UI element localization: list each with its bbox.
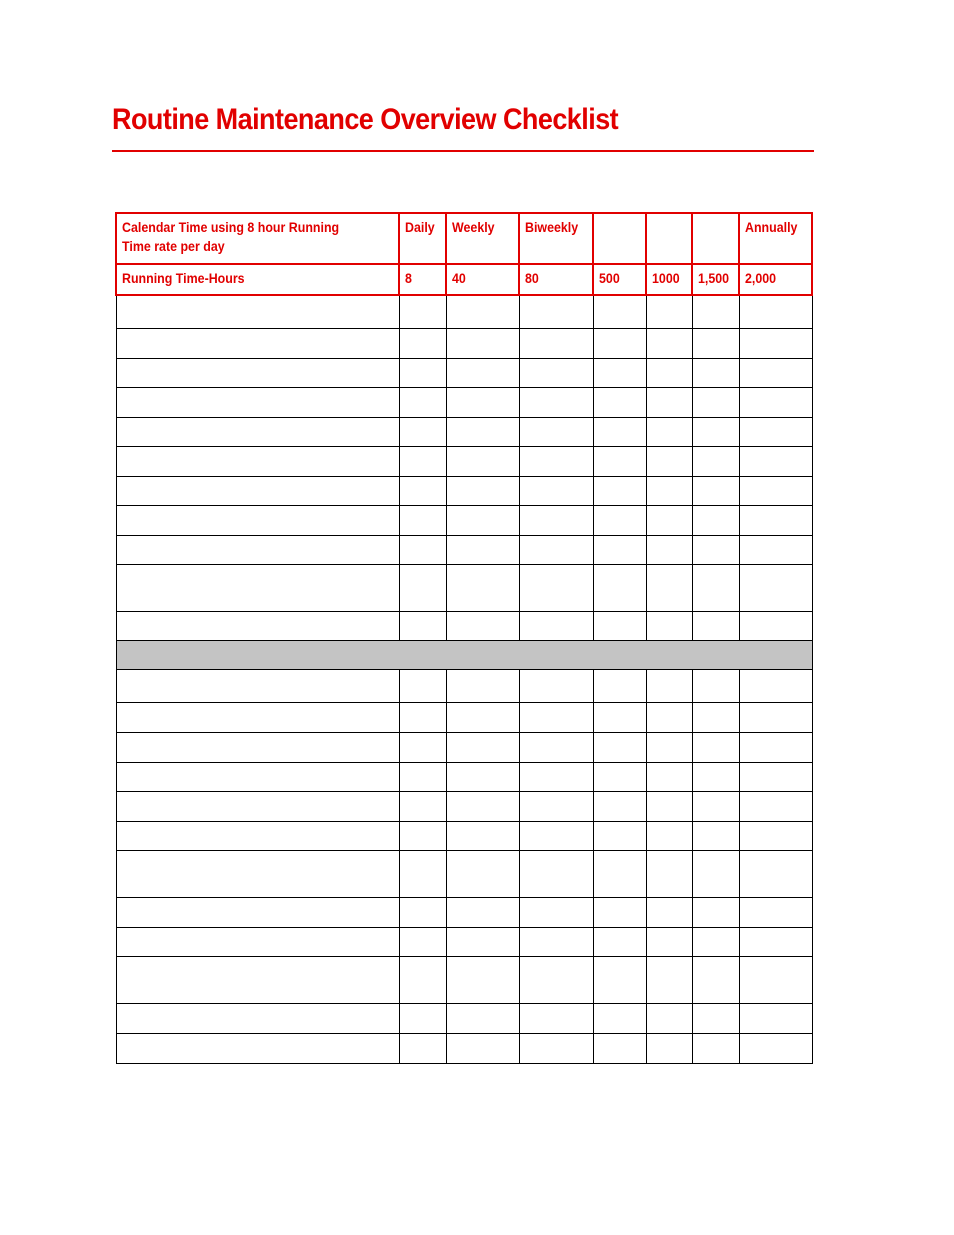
check-cell [446,476,519,505]
check-cell [692,611,739,640]
check-cell [593,762,646,791]
check-cell [399,702,446,732]
check-cell [739,535,812,564]
check-cell [399,956,446,1003]
check-cell [692,956,739,1003]
check-cell [739,821,812,850]
check-cell [519,669,593,702]
check-cell [646,476,692,505]
check-cell [739,417,812,446]
check-cell [739,927,812,956]
check-cell [593,732,646,762]
check-cell [692,1033,739,1063]
check-cell [446,446,519,476]
checklist-row [116,611,812,640]
check-cell [692,417,739,446]
checklist-row [116,328,812,358]
check-cell [446,791,519,821]
check-cell [399,535,446,564]
check-cell [399,611,446,640]
check-cell [739,476,812,505]
task-cell [116,1003,399,1033]
checklist-row [116,669,812,702]
check-cell [519,897,593,927]
check-cell [646,732,692,762]
header-label-running-time-hours: Running Time-Hours [122,271,245,286]
checklist-row [116,897,812,927]
check-cell [446,732,519,762]
check-cell [446,1033,519,1063]
header-cell [646,213,692,264]
check-cell [446,956,519,1003]
check-cell [446,358,519,387]
check-cell [446,535,519,564]
task-cell [116,702,399,732]
task-cell [116,387,399,417]
check-cell [519,417,593,446]
check-cell [519,505,593,535]
header-label-daily: Daily [405,220,435,235]
header-cell [399,213,446,264]
check-cell [739,702,812,732]
check-cell [646,387,692,417]
check-cell [692,1003,739,1033]
section-divider-row [116,640,812,669]
check-cell [446,611,519,640]
checklist-row [116,702,812,732]
check-cell [692,850,739,897]
check-cell [399,387,446,417]
header-label-calendar-time: Calendar Time using 8 hour Running Time rate per day [122,220,340,254]
check-cell [446,564,519,611]
check-cell [446,702,519,732]
checklist-row [116,535,812,564]
hours-500: 500 [599,271,620,286]
check-cell [519,295,593,328]
check-cell [446,821,519,850]
check-cell [739,956,812,1003]
check-cell [399,669,446,702]
task-cell [116,358,399,387]
check-cell [593,446,646,476]
check-cell [593,1033,646,1063]
hours-2000: 2,000 [745,271,777,286]
check-cell [739,505,812,535]
check-cell [692,732,739,762]
check-cell [446,669,519,702]
title-divider [112,150,814,152]
header-row-calendar [116,213,812,264]
check-cell [399,821,446,850]
checklist-row [116,564,812,611]
check-cell [446,505,519,535]
check-cell [593,358,646,387]
checklist-row [116,295,812,328]
check-cell [446,387,519,417]
check-cell [519,1003,593,1033]
header-cell [446,213,519,264]
check-cell [646,535,692,564]
check-cell [646,328,692,358]
check-cell [399,295,446,328]
check-cell [399,446,446,476]
check-cell [646,821,692,850]
check-cell [399,897,446,927]
task-cell [116,564,399,611]
check-cell [692,387,739,417]
checklist-row [116,1033,812,1063]
check-cell [739,564,812,611]
check-cell [692,897,739,927]
check-cell [739,669,812,702]
check-cell [446,897,519,927]
check-cell [646,564,692,611]
check-cell [446,1003,519,1033]
check-cell [399,476,446,505]
hours-daily: 8 [405,271,412,286]
check-cell [446,295,519,328]
task-cell [116,446,399,476]
check-cell [519,564,593,611]
hours-1500: 1,500 [698,271,730,286]
task-cell [116,732,399,762]
page-title: Routine Maintenance Overview Checklist [112,103,619,136]
check-cell [739,358,812,387]
check-cell [519,446,593,476]
checklist-row [116,446,812,476]
check-cell [519,956,593,1003]
task-cell [116,476,399,505]
check-cell [739,387,812,417]
check-cell [399,762,446,791]
check-cell [593,702,646,732]
check-cell [739,328,812,358]
check-cell [646,850,692,897]
checklist-row [116,732,812,762]
check-cell [739,611,812,640]
check-cell [692,702,739,732]
task-cell [116,417,399,446]
check-cell [646,1033,692,1063]
check-cell [692,762,739,791]
check-cell [692,927,739,956]
check-cell [593,505,646,535]
header-label-weekly: Weekly [452,220,495,235]
check-cell [692,328,739,358]
check-cell [739,1033,812,1063]
check-cell [646,295,692,328]
check-cell [646,956,692,1003]
task-cell [116,669,399,702]
hours-biweekly: 80 [525,271,539,286]
check-cell [739,791,812,821]
checklist-row [116,791,812,821]
section-divider-cell [116,640,812,669]
checklist-row [116,762,812,791]
checklist-row [116,1003,812,1033]
task-cell [116,927,399,956]
check-cell [519,476,593,505]
check-cell [692,821,739,850]
check-cell [519,328,593,358]
check-cell [646,669,692,702]
task-cell [116,328,399,358]
check-cell [646,897,692,927]
header-cell [519,213,593,264]
checklist-row [116,821,812,850]
check-cell [739,850,812,897]
check-cell [519,762,593,791]
check-cell [593,897,646,927]
check-cell [646,1003,692,1033]
check-cell [739,732,812,762]
check-cell [593,1003,646,1033]
check-cell [593,417,646,446]
task-cell [116,956,399,1003]
check-cell [399,1033,446,1063]
task-cell [116,1033,399,1063]
header-label-biweekly: Biweekly [525,220,579,235]
header-cell [739,264,812,295]
check-cell [692,446,739,476]
check-cell [399,732,446,762]
check-cell [739,446,812,476]
task-cell [116,535,399,564]
check-cell [519,358,593,387]
checklist-row [116,476,812,505]
task-cell [116,762,399,791]
hours-1000: 1000 [652,271,680,286]
checklist-row [116,956,812,1003]
check-cell [593,535,646,564]
check-cell [519,927,593,956]
check-cell [692,791,739,821]
check-cell [692,358,739,387]
check-cell [519,850,593,897]
check-cell [692,564,739,611]
check-cell [593,927,646,956]
header-cell [399,264,446,295]
check-cell [646,762,692,791]
check-cell [399,358,446,387]
check-cell [399,564,446,611]
header-cell [519,264,593,295]
header-label-annually: Annually [745,220,798,235]
check-cell [692,535,739,564]
header-cell [739,213,812,264]
check-cell [399,417,446,446]
check-cell [646,702,692,732]
header-cell [116,213,399,264]
check-cell [519,535,593,564]
check-cell [692,476,739,505]
checklist-row [116,927,812,956]
check-cell [519,702,593,732]
check-cell [399,328,446,358]
check-cell [593,669,646,702]
check-cell [519,821,593,850]
header-row-running-hours [116,264,812,295]
checklist-row [116,417,812,446]
check-cell [446,927,519,956]
checklist-row [116,505,812,535]
check-cell [593,476,646,505]
task-cell [116,897,399,927]
check-cell [739,1003,812,1033]
header-cell [593,264,646,295]
check-cell [519,387,593,417]
check-cell [519,791,593,821]
task-cell [116,821,399,850]
check-cell [692,669,739,702]
check-cell [593,791,646,821]
checklist-row [116,358,812,387]
check-cell [739,295,812,328]
check-cell [593,328,646,358]
task-cell [116,791,399,821]
check-cell [519,611,593,640]
checklist-row [116,850,812,897]
check-cell [593,821,646,850]
check-cell [446,417,519,446]
header-cell [593,213,646,264]
hours-weekly: 40 [452,271,466,286]
check-cell [593,956,646,1003]
checklist-row [116,387,812,417]
check-cell [646,417,692,446]
header-cell [646,264,692,295]
check-cell [399,791,446,821]
check-cell [646,927,692,956]
check-cell [646,446,692,476]
check-cell [519,1033,593,1063]
check-cell [646,358,692,387]
check-cell [646,505,692,535]
task-cell [116,295,399,328]
check-cell [399,850,446,897]
check-cell [593,295,646,328]
task-cell [116,505,399,535]
check-cell [593,611,646,640]
check-cell [446,850,519,897]
task-cell [116,611,399,640]
check-cell [593,387,646,417]
check-cell [646,791,692,821]
check-cell [692,295,739,328]
check-cell [446,328,519,358]
header-cell [116,264,399,295]
check-cell [399,505,446,535]
header-cell [692,264,739,295]
header-cell [446,264,519,295]
check-cell [399,1003,446,1033]
check-cell [399,927,446,956]
check-cell [739,762,812,791]
check-cell [519,732,593,762]
maintenance-table [115,212,813,1064]
check-cell [739,897,812,927]
header-cell [692,213,739,264]
check-cell [446,762,519,791]
check-cell [593,564,646,611]
check-cell [593,850,646,897]
task-cell [116,850,399,897]
check-cell [692,505,739,535]
check-cell [646,611,692,640]
